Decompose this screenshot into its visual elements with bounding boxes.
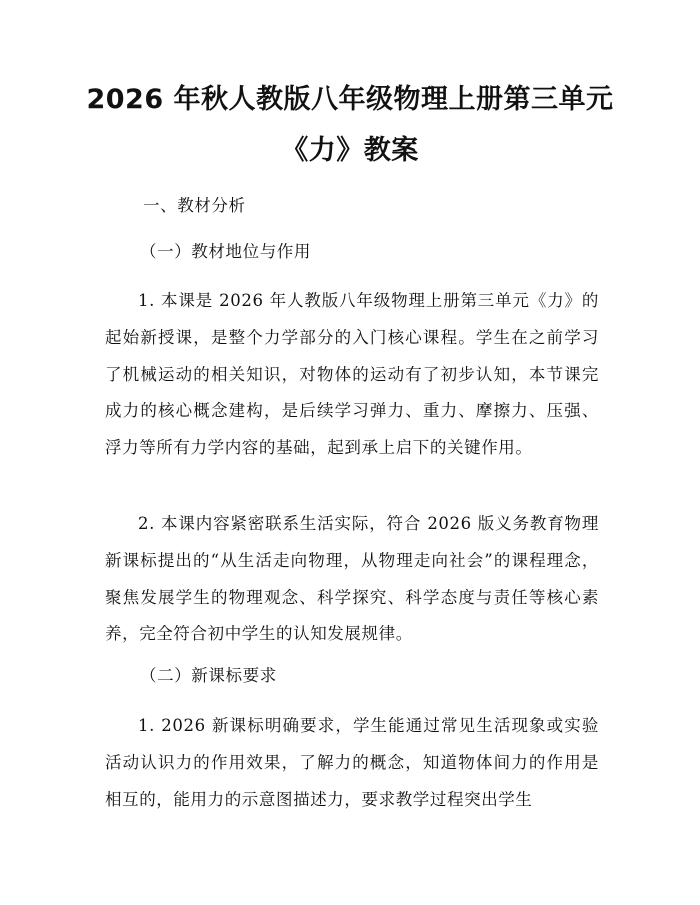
paragraph-role-2: 2. 本课内容紧密联系生活实际，符合 2026 版义务教育物理新课标提出的“从生活走向物理，从物理走向社会”的课程理念，聚焦发展学生的物理观念、科学探究、科学态度与责任等核心素养，完全符合初中学生的认知发展规律。 — [105, 514, 599, 644]
subsection-heading-curriculum-standard: （二）新课标要求 — [140, 666, 277, 685]
paragraph-curriculum-1: 1. 2026 新课标明确要求，学生能通过常见生活现象或实验活动认识力的作用效果，了解力的概念，知道物体间力的作用是相互的，能用力的示意图描述力，要求教学过程突出学生 — [105, 716, 599, 809]
document-title-line-1: 2026 年秋人教版八年级物理上册第三单元 — [86, 84, 614, 115]
paragraph-role-1: 1. 本课是 2026 年人教版八年级物理上册第三单元《力》的起始新授课，是整个力学部分的入门核心课程。学生在之前学习了机械运动的相关知识，对物体的运动有了初步认知，本节课完成力的核心概念建构，是后续学习弹力、重力、摩擦力、压强、浮力等所有力学内容的基础，起到承上启下的关键作用。 — [105, 291, 599, 458]
subsection-heading-role: （一）教材地位与作用 — [140, 242, 311, 261]
section-heading-textbook-analysis: 一、教材分析 — [143, 196, 246, 215]
document-title-line-2: 《力》教案 — [281, 135, 419, 166]
